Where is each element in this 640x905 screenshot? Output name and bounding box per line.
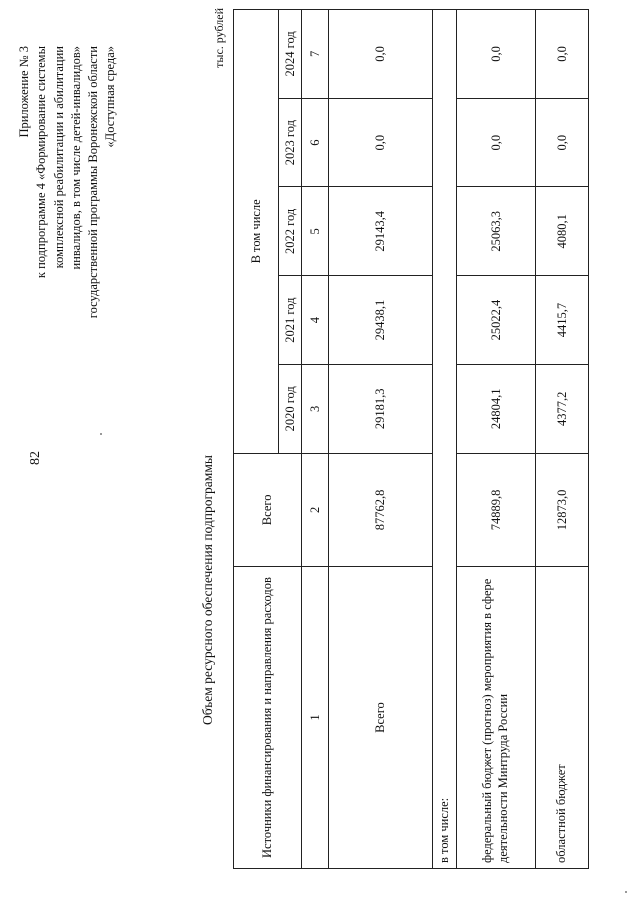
row-label: федеральный бюджет (прогноз) мероприятия в сфере деятельности Минтруда России [457, 567, 536, 869]
cell-value: 0,0 [329, 10, 433, 99]
appendix-line: «Доступная среда» [103, 46, 118, 148]
header-row [234, 10, 279, 869]
column-number: 2 [302, 453, 329, 566]
cell-value: 24804,1 [457, 364, 536, 453]
column-number: 1 [302, 567, 329, 869]
appendix-line: Приложение № 3 [17, 46, 31, 138]
scan-speck [100, 433, 102, 435]
header-year: 2024 год [279, 10, 302, 99]
table-row-federal [457, 10, 536, 869]
row-label: Всего [329, 567, 433, 869]
column-numbers-row [302, 10, 329, 869]
appendix-header [16, 46, 120, 486]
cell-value: 0,0 [457, 98, 536, 187]
header-year: 2021 год [279, 276, 302, 365]
cell-value: 0,0 [536, 98, 589, 187]
cell-value: 0,0 [536, 10, 589, 99]
cell-value: 4415,7 [536, 276, 589, 365]
header-year: 2022 год [279, 187, 302, 276]
cell-value: 0,0 [457, 10, 536, 99]
row-label: областной бюджет [536, 567, 589, 869]
cell-value: 29143,4 [329, 187, 433, 276]
scan-speck [625, 891, 627, 893]
table-row-total [329, 10, 433, 869]
page-number: 82 [28, 451, 43, 465]
cell-value: 12873,0 [536, 453, 589, 566]
resource-table [233, 9, 589, 869]
cell-value: 29438,1 [329, 276, 433, 365]
header-group: В том числе [234, 10, 279, 454]
cell-value: 25063,3 [457, 187, 536, 276]
column-number: 5 [302, 187, 329, 276]
column-number: 7 [302, 10, 329, 99]
appendix-line: инвалидов, в том числе детей-инвалидов» [68, 46, 83, 270]
cell-value: 87762,8 [329, 453, 433, 566]
cell-value: 4080,1 [536, 187, 589, 276]
header-year: 2020 год [279, 364, 302, 453]
table-title: Объем ресурсного обеспечения подпрограммы [200, 455, 215, 725]
cell-value: 74889,8 [457, 453, 536, 566]
row-label: в том числе: [433, 10, 457, 869]
column-number: 6 [302, 98, 329, 187]
cell-value: 4377,2 [536, 364, 589, 453]
appendix-line: государственной программы Воронежской области [86, 46, 100, 319]
appendix-line: к подпрограмме 4 «Формирование системы [34, 46, 49, 279]
appendix-line: комплексной реабилитации и абилитации [51, 46, 66, 269]
table-row-including [433, 10, 457, 869]
cell-value: 0,0 [329, 98, 433, 187]
table-row-regional [536, 10, 589, 869]
header-total: Всего [234, 453, 302, 566]
units-label: тыс. рублей [212, 8, 226, 68]
header-source: Источники финансирования и направления расходов [234, 567, 302, 869]
header-year: 2023 год [279, 98, 302, 187]
cell-value: 29181,3 [329, 364, 433, 453]
cell-value: 25022,4 [457, 276, 536, 365]
column-number: 4 [302, 276, 329, 365]
column-number: 3 [302, 364, 329, 453]
